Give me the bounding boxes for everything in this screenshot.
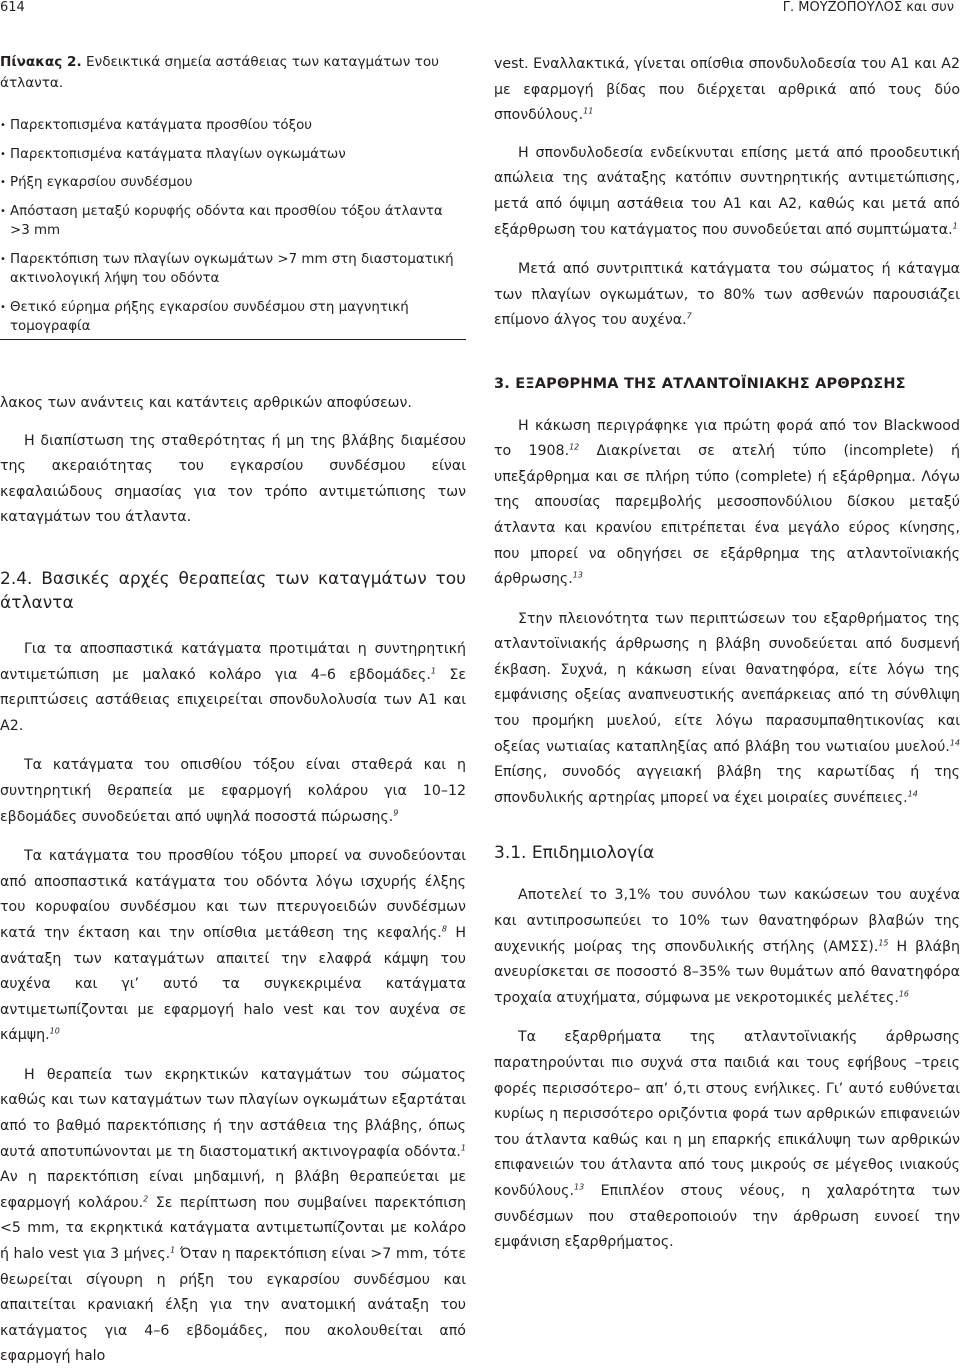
section-heading-3-1: 3.1. Επιδημιολογία: [494, 843, 655, 864]
text: Διακρίνεται σε ατελή τύπο (incomplete) ή υπεξάρθρημα και σε πλήρη τύπο (complete) ή εξάρθρημα. Λόγω της απουσίας παρεμβολής μεσοσπονδύλιου δίσκου μεταξύ άτλαντα και κρανίου επιτρέπεται ένα μεγάλο εύρος κίνησης, που μπορεί να οδηγήσει σε εξάρθρημα της ατλαντοϊνιακής άρθρωσης.: [494, 443, 960, 588]
running-header-authors: Γ. ΜΟΥΖΟΠΟΥΛΟΣ και συν: [782, 0, 954, 15]
paragraph: [0, 844, 466, 1049]
citation: 11: [583, 106, 594, 116]
citation: 13: [572, 570, 583, 580]
paragraph: [494, 141, 960, 243]
text: Τα κατάγματα του προσθίου τόξου μπορεί να συνοδεύονται από αποσπαστικά κατάγματα του οδόντα λόγω ισχυρής έλξης του κορυφαίου συνδέσμου και των πτερυγοειδών συνδέσμων κατά την έκταση και την οπίσθια μετάθεση της κεφαλής.: [0, 848, 466, 941]
text: vest. Εναλλακτικά, γίνεται οπίσθια σπονδυλοδεσία του Α1 και Α2 με εφαρμογή βίδας που διέρχεται αρθρικά από τους δύο σπονδύλους.: [494, 56, 960, 124]
text: Αν η παρεκτόπιση είναι μηδαμινή, η βλάβη θεραπεύεται με εφαρμογή κολάρου.: [0, 1169, 466, 1211]
citation: 8: [441, 924, 447, 934]
section-heading-2-4: 2.4. Βασικές αρχές θεραπείας των καταγμάτων του άτλαντα: [0, 568, 466, 613]
paragraph: λακος των ανάντεις και κατάντεις αρθρικών αποφύσεων.: [0, 395, 412, 411]
text: Μετά από συντριπτικά κατάγματα του σώματος ή κάταγμα των πλαγίων ογκωμάτων, το 80% των ασθενών παρουσιάζει επίμονο άλγος του αυχένα.: [494, 261, 960, 329]
text: Τα κατάγματα του οπισθίου τόξου είναι σταθερά και η συντηρητική θεραπεία με εφαρμογή κολάρου για 10–12 εβδομάδες συνοδεύεται από υψηλά ποσοστά πώρωσης.: [0, 757, 466, 825]
list-item: • Παρεκτοπισμένα κατάγματα προσθίου τόξου: [0, 116, 466, 136]
paragraph: [494, 414, 960, 593]
citation: 7: [686, 311, 692, 321]
paragraph: [494, 257, 960, 334]
text: Αποτελεί το 3,1% του συνόλου των κακώσεων του αυχένα και αντιπροσωπεύει το 10% των θανατηφόρων βλαβών της αυχενικής μοίρας της σπονδυλικής στήλης (ΑΜΣΣ).: [494, 887, 960, 955]
table-label: Πίνακας 2.: [0, 54, 82, 70]
text: Στην πλειονότητα των περιπτώσεων του εξαρθρήματος της ατλαντοϊνιακής άρθρωσης η βλάβη συνοδεύεται από δυσμενή έκβαση. Συχνά, η κάκωση είναι θανατηφόρα, είτε λόγω της εμφάνισης οξείας αναπνευστικής ανεπάρκειας από τη σύνθλιψη του προμήκη μυελού, είτε λόγω παρασυμπαθητικονίας και οξείας νωτιαίας καταπληξίας από βλάβη του νωτιαίου μυελού.: [494, 610, 960, 755]
table-title: [0, 52, 466, 94]
text: Η βλάβη ανευρίσκεται σε ποσοστό 8–35% των θυμάτων από θανατηφόρα τροχαία ατυχήματα, σύμφωνα με νεκροτομικές μελέτες.: [494, 938, 960, 1006]
text: Η σπονδυλοδεσία ενδείκνυται επίσης μετά από προοδευτική απώλεια της ανάταξης κατόπιν συντηρητικής αντιμετώπισης, μετά από όψιμη αστάθεια του Α1 και Α2, καθώς και μετά από εξάρθρωση του κατάγματος που συνοδεύεται από συμπτώματα.: [494, 144, 960, 238]
paragraph: [494, 52, 960, 129]
paragraph: [494, 607, 960, 812]
citation: 1: [460, 1142, 466, 1152]
citation: 14: [949, 737, 960, 747]
citation: 15: [878, 937, 889, 947]
text: Η ανάταξη των καταγμάτων απαιτεί την ελαφρά κάμψη του αυχένα και γι’ αυτό τα συγκεκριμένα κατάγματα αντιμετωπίζονται με εφαρμογή halo vest και τον αυχένα σε κάμψη.: [0, 924, 466, 1044]
citation: 12: [569, 442, 580, 452]
citation: 14: [907, 789, 918, 799]
text: Όταν η παρεκτόπιση είναι >7 mm, τότε θεωρείται σίγουρη η ρήξη του εγκαρσίου συνδέσμου και απαιτείται κρανιακή έλξη για την ανατομική ανάταξη του κατάγματος για 4–6 εβδομάδες, που ακολουθείται από εφαρμογή halo: [0, 1246, 466, 1365]
list-item: • Απόσταση μεταξύ κορυφής οδόντα και προσθίου τόξου άτλαντα >3 mm: [0, 202, 466, 241]
citation: 1: [952, 220, 958, 230]
table-bottom-rule: [0, 339, 466, 340]
text: Η κάκωση περιγράφηκε για πρώτη φορά από τον Blackwood το 1908.: [494, 417, 960, 460]
text: Σε περιπτώσεις αστάθειας επιχειρείται σπονδυλολυσία των Α1 και Α2.: [0, 666, 466, 734]
table-caption: Ενδεικτικά σημεία αστάθειας των καταγμάτων του άτλαντα.: [0, 54, 440, 91]
text: Επίσης, συνοδός αγγειακή βλάβη της καρωτίδας ή της σπονδυλικής αρτηρίας μπορεί να έχει μοιραίες συνέπειες.: [494, 764, 960, 806]
paragraph: [0, 637, 466, 739]
citation: 10: [49, 1026, 60, 1036]
list-item: • Θετικό εύρημα ρήξης εγκαρσίου συνδέσμου στη μαγνητική τομογραφία: [0, 298, 466, 337]
text: Για τα αποσπαστικά κατάγματα προτιμάται η συντηρητική αντιμετώπιση με μαλακό κολάρο για 4–6 εβδομάδες.: [0, 640, 466, 683]
paragraph: [0, 1063, 466, 1370]
citation: 1: [170, 1245, 176, 1255]
citation: 13: [573, 1182, 585, 1192]
table-2: [0, 52, 466, 346]
paragraph: Η διαπίστωση της σταθερότητας ή μη της βλάβης διαμέσου της ακεραιότητας του εγκαρσίου συνδέσμου είναι κεφαλαιώδους σημασίας για τον τρόπο αντιμετώπισης των καταγμάτων του άτλαντα.: [0, 432, 466, 526]
left-column: [0, 391, 466, 1370]
table-list: [0, 116, 466, 337]
section-heading-3: 3. ΕΞΑΡΘΡΗΜΑ ΤΗΣ ΑΤΛΑΝΤΟΪΝΙΑΚΗΣ ΑΡΘΡΩΣΗΣ: [494, 375, 906, 392]
citation: 2: [143, 1194, 149, 1204]
text: Η θεραπεία των εκρηκτικών καταγμάτων του σώματος καθώς και των καταγμάτων των πλαγίων ογκωμάτων εξαρτάται από το βαθμό παρεκτόπισης ή την αστάθεια της βλάβης, όπως αυτά αποτυπώνονται με τη διαστοματική ακτινογραφία οδόντα.: [0, 1066, 466, 1160]
text: Τα εξαρθρήματα της ατλαντοϊνιακής άρθρωσης παρατηρούνται πιο συχνά στα παιδιά και τους εφήβους –τρεις φορές περισσότερο– απ’ ό,τι στους ενήλικες. Γι’ αυτό ευθύνεται κυρίως η περισσότερο οριζόντια φορά των αρθρικών επιφανειών του άτλαντα καθώς και η μη επαρκής επικάλυψη των αρθρικών επιφανειών του άτλαντα από τους μικρούς σε μέγεθος ινιακούς κονδύλους.: [494, 1029, 960, 1199]
text: Σε περίπτωση που συμβαίνει παρεκτόπιση <5 mm, τα εκρηκτικά κατάγματα αντιμετωπίζονται με κολάρο ή halo vest για 3 μήνες.: [0, 1194, 466, 1263]
paragraph: [0, 753, 466, 830]
page-number: 614: [0, 0, 25, 15]
text: Επιπλέον στους νέους, η χαλαρότητα των συνδέσμων που σταθεροποιούν την άρθρωση ευνοεί την εμφάνιση εξαρθρήματος.: [494, 1182, 960, 1251]
list-item: • Παρεκτοπισμένα κατάγματα πλαγίων ογκωμάτων: [0, 145, 466, 165]
right-column: [494, 52, 960, 1256]
citation: 9: [393, 807, 399, 817]
list-item: • Παρεκτόπιση των πλαγίων ογκωμάτων >7 mm στη διαστοματική ακτινολογική λήψη του οδόντα: [0, 250, 466, 289]
list-item: • Ρήξη εγκαρσίου συνδέσμου: [0, 173, 466, 193]
paragraph: [494, 883, 960, 1011]
citation: 1: [430, 665, 436, 675]
paragraph: [494, 1025, 960, 1255]
citation: 16: [898, 989, 910, 999]
